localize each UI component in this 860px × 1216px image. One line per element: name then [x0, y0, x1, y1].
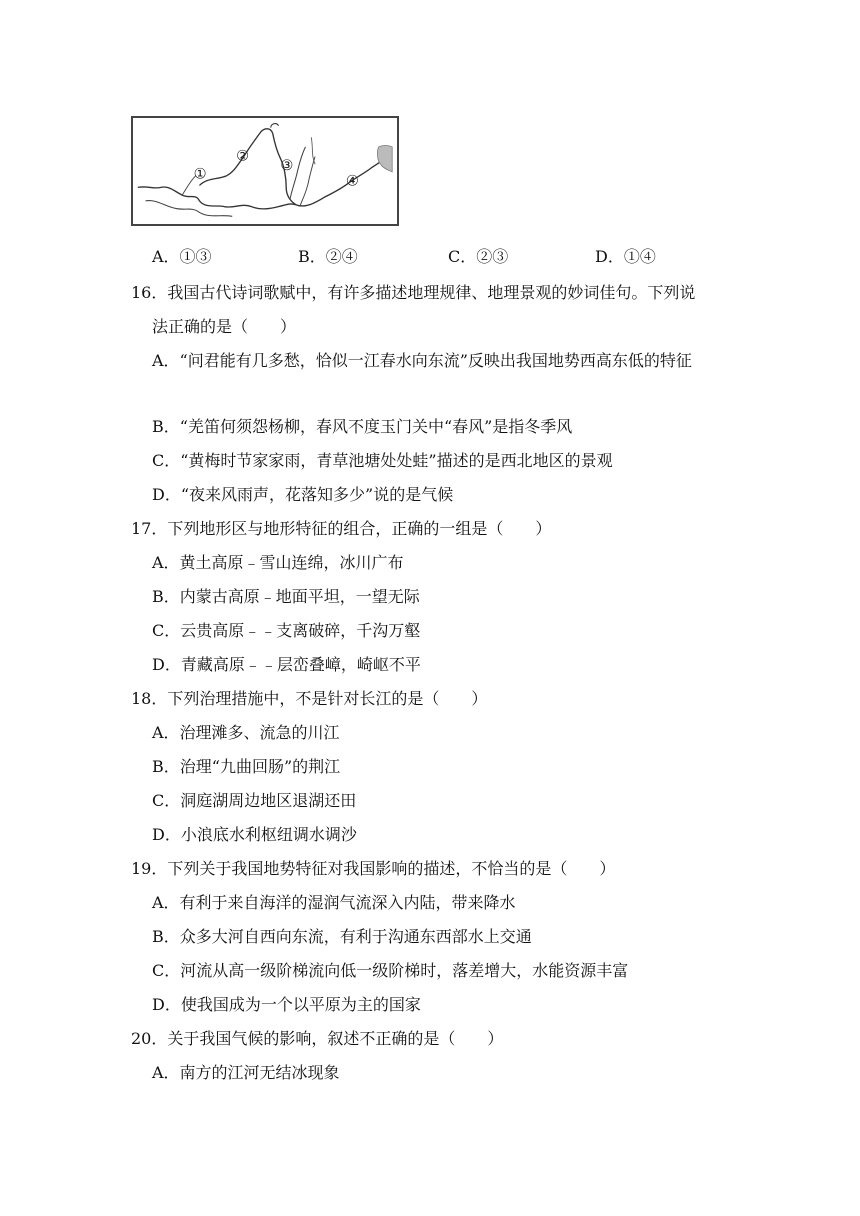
- q19-stem: 19．下列关于我国地势特征对我国影响的描述，不恰当的是（ ）: [131, 859, 616, 878]
- river-map: [133, 118, 397, 224]
- q15-option-a: A．①③: [152, 247, 212, 266]
- q17-option-a: A．黄土高原﹣雪山连绵，冰川广布: [152, 553, 404, 572]
- q17-option-c: C．云贵高原﹣﹣支离破碎，千沟万壑: [152, 621, 421, 640]
- tributary-line-4: [271, 124, 279, 128]
- q19-option-b: B．众多大河自西向东流，有利于沟通东西部水上交通: [152, 927, 532, 946]
- q19-option-a: A．有利于来自海洋的湿润气流深入内陆，带来降水: [152, 893, 516, 912]
- q15-option-c: C．②③: [448, 247, 509, 266]
- q18-stem: 18．下列治理措施中，不是针对长江的是（ ）: [131, 689, 488, 708]
- tributary-line-3: [311, 137, 315, 164]
- q16-option-a: A．“问君能有几多愁，恰似一江春水向东流”反映出我国地势西高东低的特征: [152, 351, 692, 370]
- q18-option-a: A．治理滩多、流急的川江: [152, 723, 340, 742]
- q16-stem-line2: 法正确的是（ ）: [152, 317, 297, 336]
- tributary-line-2: [300, 157, 315, 207]
- marker-3: ③: [280, 158, 294, 175]
- q18-option-d: D．小浪底水利枢纽调水调沙: [152, 825, 357, 844]
- q18-option-b: B．治理“九曲回肠”的荆江: [152, 757, 341, 776]
- q15-option-b: B．②④: [298, 247, 358, 266]
- q17-option-d: D．青藏高原﹣﹣层峦叠嶂，崎岖不平: [152, 655, 421, 674]
- q16-stem-line1: 16．我国古代诗词歌赋中，有许多描述地理规律、地理景观的妙词佳句。下列说: [131, 283, 696, 302]
- lower-river-line: [146, 201, 233, 217]
- sea-area: [377, 145, 392, 172]
- q19-option-c: C．河流从高一级阶梯流向低一级阶梯时，落差增大，水能资源丰富: [152, 961, 629, 980]
- q20-option-a: A．南方的江河无结冰现象: [152, 1063, 340, 1082]
- q17-stem: 17．下列地形区与地形特征的组合，正确的一组是（ ）: [131, 519, 552, 538]
- q19-option-d: D．使我国成为一个以平原为主的国家: [152, 995, 421, 1014]
- q16-option-d: D．“夜来风雨声，花落知多少”说的是气候: [152, 485, 454, 504]
- q15-option-d: D．①④: [595, 247, 656, 266]
- marker-1: ①: [193, 166, 207, 183]
- q16-option-b: B．“羌笛何须怨杨柳，春风不度玉门关中“春风”是指冬季风: [152, 417, 573, 436]
- river-map-figure: [131, 116, 399, 226]
- q20-stem: 20．关于我国气候的影响，叙述不正确的是（ ）: [131, 1029, 504, 1048]
- q18-option-c: C．洞庭湖周边地区退湖还田: [152, 791, 357, 810]
- q17-option-b: B．内蒙古高原﹣地面平坦，一望无际: [152, 587, 420, 606]
- q16-option-c: C．“黄梅时节家家雨，青草池塘处处蛙”描述的是西北地区的景观: [152, 451, 613, 470]
- marker-4: ④: [345, 173, 359, 190]
- marker-2: ②: [236, 148, 250, 165]
